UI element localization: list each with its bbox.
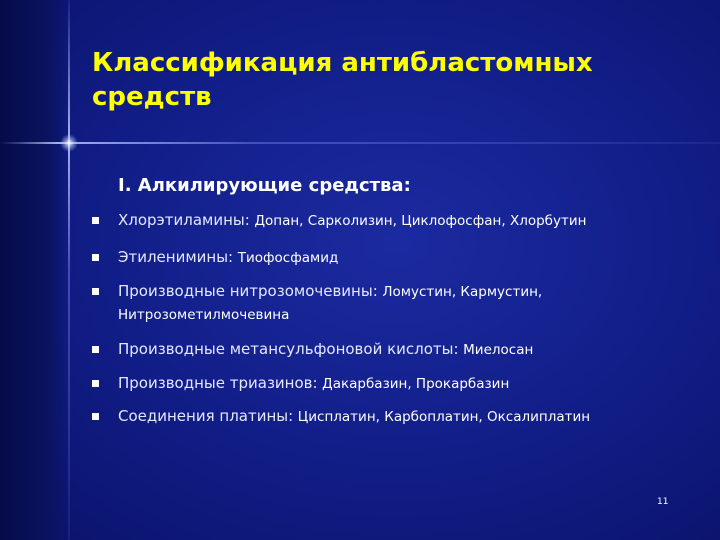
drug-names-continued: Нитрозометилмочевина bbox=[118, 307, 290, 323]
drug-names: Миелосан bbox=[463, 342, 534, 358]
category-label: Производные нитрозомочевины: bbox=[118, 282, 378, 300]
drug-names: Цисплатин, Карбоплатин, Оксалиплатин bbox=[297, 409, 591, 425]
bullet-square-icon bbox=[92, 288, 99, 295]
category-label: Этиленимины: bbox=[118, 248, 234, 266]
section-heading: I. Алкилирующие средства: bbox=[118, 175, 411, 196]
slide-title: Классификация антибластомных средств bbox=[92, 48, 593, 112]
left-decor-strip bbox=[0, 0, 68, 540]
category-label: Производные метансульфоновой кислоты: bbox=[118, 340, 459, 358]
drug-names: Тиофосфамид bbox=[237, 250, 339, 266]
list-item-text bbox=[118, 246, 698, 269]
horizontal-decor-line bbox=[0, 142, 720, 144]
bullet-square-icon bbox=[92, 413, 99, 420]
vertical-decor-line bbox=[68, 0, 70, 540]
list-item-text bbox=[118, 405, 698, 428]
category-label: Соединения платины: bbox=[118, 407, 294, 425]
list-item-text bbox=[118, 372, 698, 395]
category-label: Хлорэтиламины: bbox=[118, 211, 250, 229]
category-label: Производные триазинов: bbox=[118, 374, 318, 392]
drug-names: Допан, Сарколизин, Циклофосфан, Хлорбутин bbox=[254, 213, 587, 229]
page-number: 11 bbox=[657, 497, 669, 507]
list-item-text bbox=[118, 280, 698, 303]
drug-names: Ломустин, Кармустин, bbox=[382, 284, 543, 300]
drug-names: Дакарбазин, Прокарбазин bbox=[322, 376, 510, 392]
list-item-text bbox=[118, 209, 698, 232]
sparkle-icon bbox=[60, 134, 78, 152]
bullet-square-icon bbox=[92, 254, 99, 261]
list-item-text bbox=[118, 338, 698, 361]
bullet-square-icon bbox=[92, 217, 99, 224]
bullet-square-icon bbox=[92, 380, 99, 387]
bullet-square-icon bbox=[92, 346, 99, 353]
